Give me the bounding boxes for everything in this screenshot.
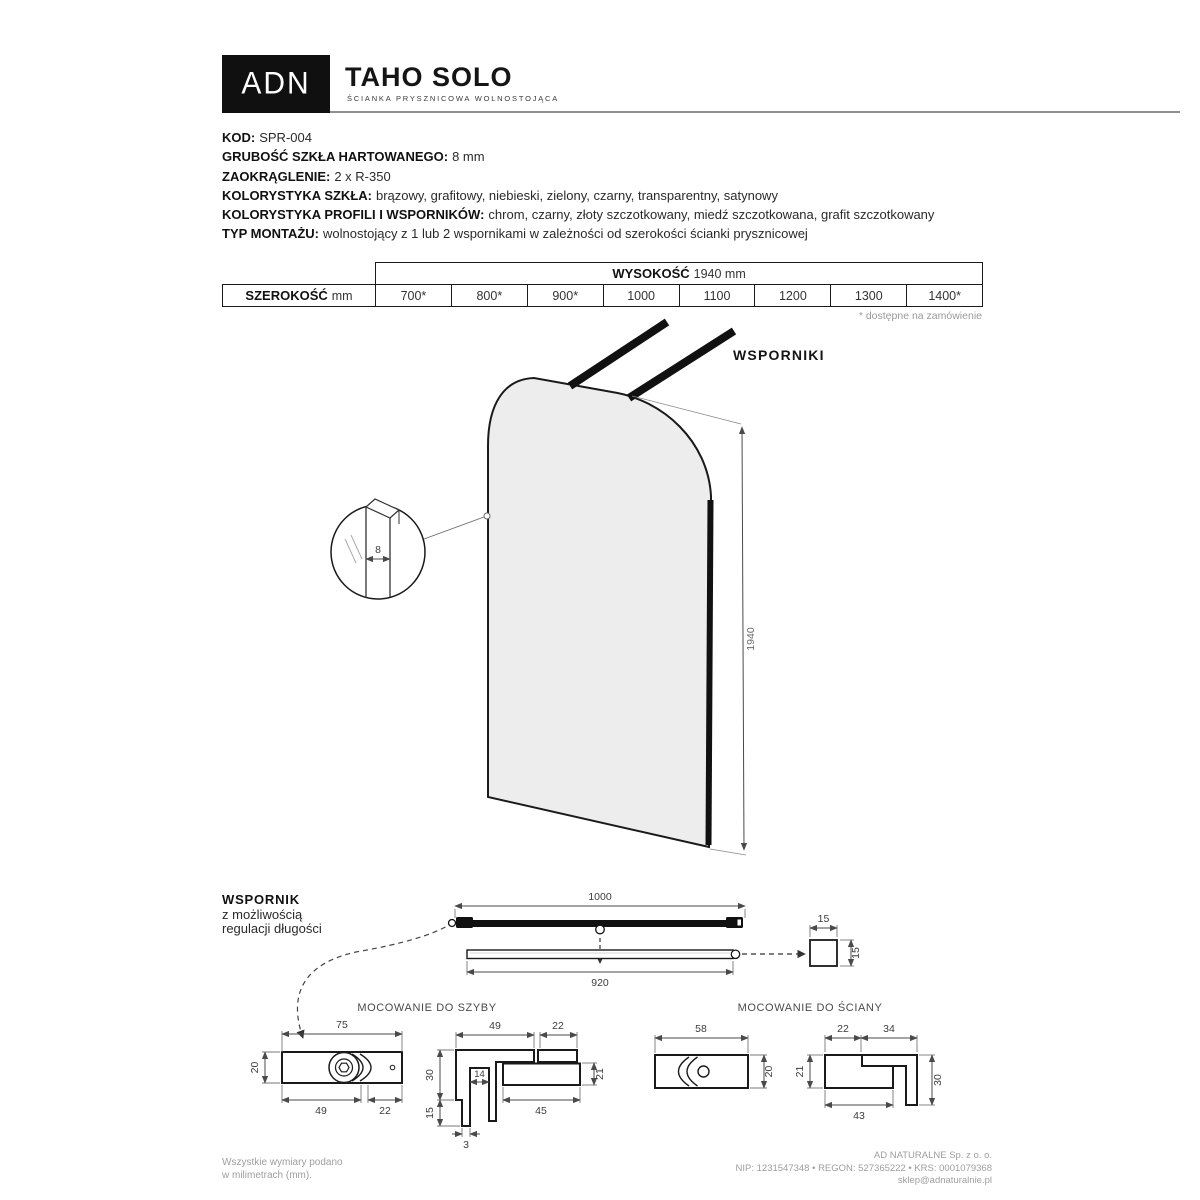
gm-side-width-label: 75 (336, 1019, 348, 1031)
footer-note-line2: w milimetrach (mm). (222, 1170, 312, 1181)
gm-profile-armh-label: 21 (594, 1068, 606, 1080)
wm-profile-bottom-label: 43 (853, 1110, 865, 1122)
table-footnote: * dostępne na zamówienie (858, 310, 982, 322)
spec-label: KOLORYSTYKA SZKŁA: (222, 187, 372, 203)
table-empty-cell (223, 263, 376, 285)
glass-mount-title: MOCOWANIE DO SZYBY (357, 1002, 497, 1014)
arm-min-length-label: 920 (591, 977, 609, 989)
spec-row-zaokraglenie (222, 167, 1012, 186)
spec-value: 8 mm (452, 149, 485, 165)
wm-profile-topb-label: 34 (883, 1023, 895, 1035)
spec-row-grubosc (222, 147, 1012, 166)
arm-profile-width-label: 15 (817, 913, 830, 925)
wm-profile-left-label: 21 (794, 1065, 806, 1078)
arm-profile-height-label: 15 (850, 947, 862, 959)
gm-profile-topa-label: 49 (489, 1020, 501, 1032)
glass-mount-side-view (249, 1019, 402, 1117)
spec-label: KOLORYSTYKA PROFILI I WSPORNIKÓW: (222, 207, 485, 223)
spec-label: KOD: (222, 130, 256, 145)
gm-profile-lefta-label: 30 (424, 1069, 436, 1081)
spec-value: chrom, czarny, złoty szczotkowany, miedź szczotkowana, grafit szczotkowany (488, 207, 935, 223)
bracket-section-heading (222, 893, 322, 937)
spec-list (222, 128, 1012, 244)
width-label: SZEROKOŚĆ (245, 288, 328, 303)
spec-value: SPR-004 (259, 130, 312, 145)
gm-profile-armlen-label: 45 (535, 1105, 547, 1117)
table-width-row (223, 285, 983, 307)
product-title: TAHO SOLO (345, 62, 513, 92)
brand-logo-text: ADN (241, 66, 311, 101)
width-option-cell: 700* (376, 285, 452, 307)
table-width-label-cell (223, 285, 376, 307)
width-unit: mm (331, 289, 353, 303)
bracket-subtitle-2: regulacji długości (222, 921, 322, 936)
glass-panel (488, 378, 711, 847)
spec-label: GRUBOŚĆ SZKŁA HARTOWANEGO: (222, 149, 449, 165)
spec-row-kod (222, 128, 1012, 147)
spec-label: TYP MONTAŻU: (222, 226, 320, 242)
footer-company: AD NATURALNE Sp. z o. o. (873, 1150, 992, 1161)
spec-value: wolnostojący z 1 lub 2 wspornikami w zależności od szerokości ścianki prysznicowej (323, 226, 808, 242)
bracket-title: WSPORNIK (222, 892, 300, 907)
wm-profile-right-label: 30 (932, 1074, 944, 1086)
brackets-label: WSPORNIKI (733, 347, 825, 363)
spec-row-kolorystyka-szkla (222, 186, 1012, 205)
thickness-dim-label: 8 (375, 544, 381, 556)
footer-company-info (600, 1150, 992, 1188)
wall-mount-side-view (655, 1023, 775, 1088)
width-option-cell: 1100 (679, 285, 755, 307)
bracket-subtitle-1: z możliwością (222, 906, 303, 922)
spec-row-kolorystyka-profili (222, 205, 1012, 224)
spec-value: 2 x R-350 (334, 168, 391, 184)
width-option-cell: 1000 (603, 285, 679, 307)
footer-email: sklep@adnaturalnie.pl (897, 1175, 992, 1186)
glass-thickness-detail (331, 499, 490, 599)
gm-profile-leftb-label: 15 (424, 1107, 436, 1119)
width-option-cell: 1400* (907, 285, 983, 307)
width-option-cell: 900* (527, 285, 603, 307)
table-height-cell (376, 263, 983, 285)
arm-max-length-label: 1000 (588, 891, 612, 903)
product-subtitle: ŚCIANKA PRYSZNICOWA WOLNOSTOJĄCA (347, 94, 560, 103)
height-dim-label: 1940 (745, 627, 757, 651)
gm-profile-slot-label: 14 (474, 1069, 485, 1080)
bracket-arm-diagram (297, 891, 862, 1038)
width-option-cell: 1200 (755, 285, 831, 307)
footer-note-line1: Wszystkie wymiary podano (222, 1157, 343, 1168)
wm-side-height-label: 20 (763, 1065, 775, 1078)
gm-side-height-label: 20 (249, 1061, 261, 1074)
wall-mount-profile-view (794, 1023, 944, 1122)
wall-mount-title: MOCOWANIE DO ŚCIANY (737, 1002, 883, 1014)
brand-logo (222, 55, 330, 113)
gm-profile-tab-label: 3 (463, 1139, 469, 1151)
width-option-cell: 800* (451, 285, 527, 307)
gm-profile-topb-label: 22 (552, 1020, 564, 1032)
footer-dimension-note (222, 1156, 343, 1182)
height-value: 1940 mm (693, 267, 746, 281)
gm-side-b-label: 22 (379, 1105, 391, 1117)
gm-side-a-label: 49 (315, 1105, 327, 1117)
table-height-row (223, 263, 983, 285)
spec-label: ZAOKRĄGLENIE: (222, 168, 331, 184)
height-label: WYSOKOŚĆ (612, 266, 690, 281)
wm-profile-topa-label: 22 (837, 1023, 849, 1035)
support-arms (570, 322, 734, 398)
spec-row-typ-montazu (222, 224, 1012, 243)
glass-mount-profile-view (424, 1020, 606, 1151)
spec-value: brązowy, grafitowy, niebieski, zielony, czarny, transparentny, satynowy (375, 187, 778, 203)
wm-side-width-label: 58 (695, 1023, 707, 1035)
header-divider (330, 111, 1180, 113)
width-option-cell: 1300 (831, 285, 907, 307)
footer-registry: NIP: 1231547348 • REGON: 527365222 • KRS: 0001079368 (735, 1162, 992, 1174)
size-table (222, 262, 983, 307)
